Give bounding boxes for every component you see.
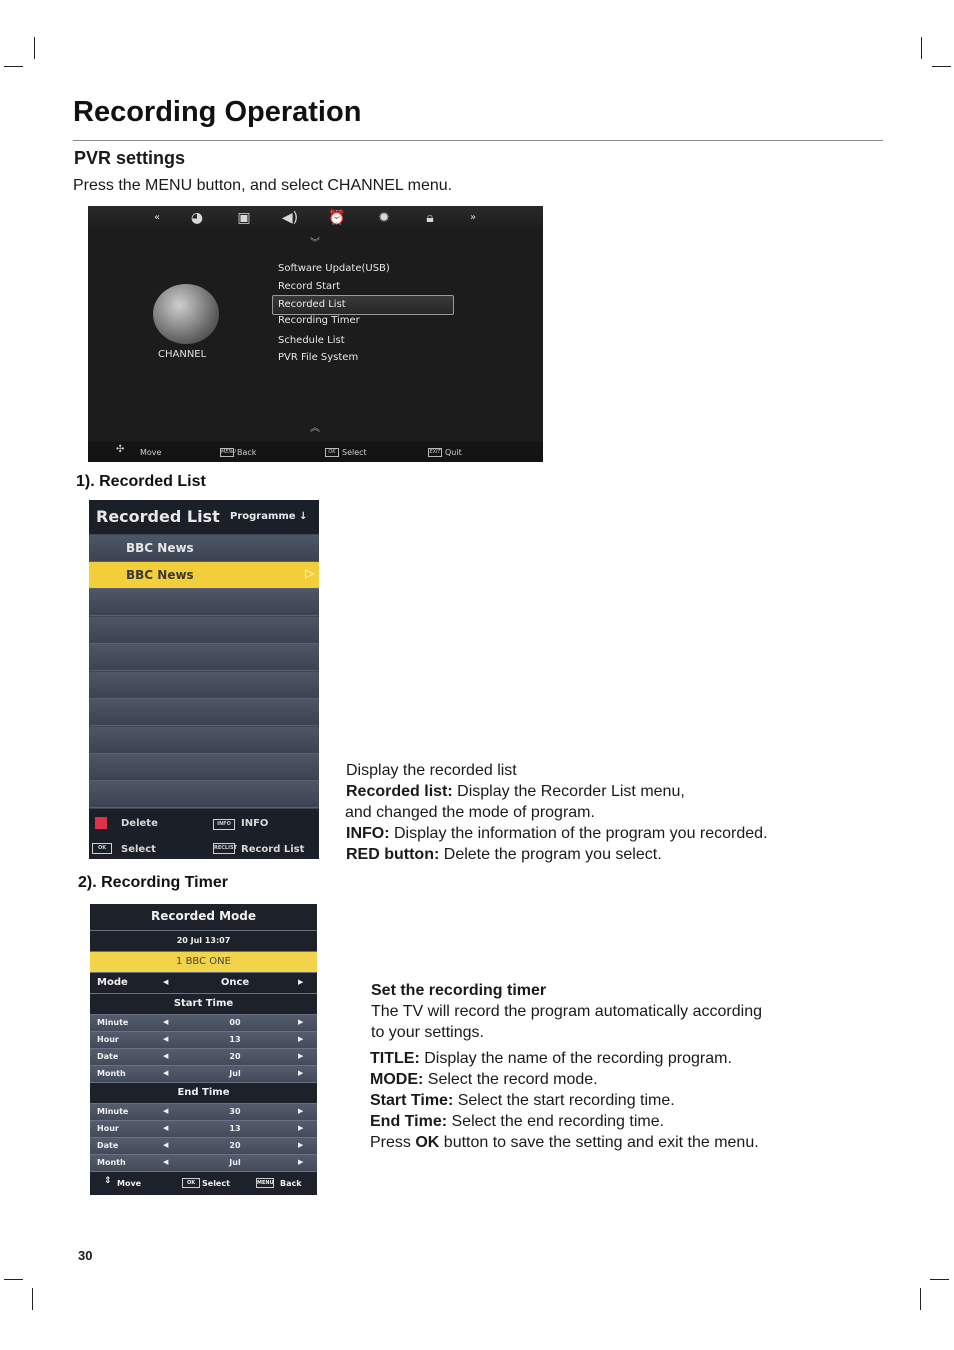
channel-menu-screenshot [88,206,543,462]
end-month-row[interactable]: Month ◀ Jul ▶ [90,1155,317,1172]
crop-mark [34,37,35,59]
recording-timer-heading: 2). Recording Timer [78,874,228,891]
gear-icon: ✹ [378,210,390,226]
footer-delete: Delete [121,818,158,829]
recorded-list-heading: 1). Recorded List [76,473,206,490]
timer-mode-row[interactable] [90,973,317,994]
desc-line: RED button: Delete the program you select. [346,846,662,863]
intro-text: Press the MENU button, and select CHANNEL menu. [73,177,453,194]
title-rule [73,140,883,141]
arrow-left-icon: ◀ [163,978,169,986]
end-date-row[interactable]: Date ◀ 20 ▶ [90,1138,317,1155]
clock-icon: ⏰ [328,210,346,226]
recorded-list-screenshot [89,500,319,859]
menu-item-schedule-list[interactable]: Schedule List [278,335,345,346]
crop-mark [4,66,23,67]
ok-key-icon: OK [325,448,339,457]
recorded-list-footer [89,809,319,859]
page-number: 30 [78,1248,93,1263]
start-time-label: Start Time [173,998,234,1009]
crop-mark [4,1279,23,1280]
footer-move: Move [140,448,162,457]
menu-key-icon: MENU [221,449,236,455]
timer-datetime: 20 Jul 13:07 [176,936,231,945]
footer-record-list: Record List [241,844,305,855]
arrow-right-icon: ▶ [298,1052,304,1060]
record-key-icon: RECLIST [213,843,235,854]
list-item-empty [89,754,319,781]
arrow-left-icon: ◀ [163,1052,169,1060]
channel-label: CHANNEL [158,349,207,360]
exit-key-icon: EXIT [429,449,441,455]
arrow-left-icon: ◀ [163,1141,169,1149]
desc-line: and changed the mode of program. [345,804,595,821]
recording-timer-screenshot [90,904,317,1195]
arrow-left-icon: ◀ [163,1124,169,1132]
sound-icon: ◀) [281,210,299,226]
menu-item-pvr-file-system[interactable]: PVR File System [278,352,359,363]
move-arrows-icon: ✣ [116,444,125,455]
arrow-right-icon: ▶ [298,1018,304,1026]
list-item-empty [89,781,319,808]
recorded-list-title: Recorded List [96,507,220,526]
timer-title: Recorded Mode [150,909,257,923]
arrow-right-icon: ▶ [298,1069,304,1077]
lock-icon: 🔒︎ [426,210,434,226]
section-heading: PVR settings [74,148,186,168]
footer-info: INFO [241,818,269,829]
desc-line: MODE: Select the record mode. [370,1071,598,1088]
page-title: Recording Operation [73,96,362,128]
up-down-arrows-icon: ⇕ [104,1176,112,1186]
timer-datetime-row [90,931,317,952]
crop-mark [920,1288,921,1310]
start-minute-row[interactable]: Minute ◀ 00 ▶ [90,1015,317,1032]
chevron-right-icon: ▷ [305,566,315,580]
arrow-left-icon: ◀ [163,1069,169,1077]
timer-footer [90,1172,317,1195]
recorded-list-description [346,760,768,865]
desc-line: INFO: Display the information of the program you recorded. [346,825,768,842]
crop-mark [932,66,951,67]
start-date-row[interactable]: Date ◀ 20 ▶ [90,1049,317,1066]
mode-label: Mode [97,977,128,988]
picture-icon: ◕ [190,210,204,226]
chevron-down-icon: ︾ [310,238,320,249]
start-month-row[interactable]: Month ◀ Jul ▶ [90,1066,317,1083]
list-item-selected[interactable]: BBC News ▷ [89,562,319,589]
footer-select: Select [202,1179,230,1188]
right-arrows-icon: » [469,212,477,223]
desc-line: The TV will record the program automatically according [371,1003,762,1020]
footer-select: OK Select [325,448,367,457]
desc-line: Press OK button to save the setting and exit the menu. [370,1134,759,1151]
mode-value: Once [220,977,250,988]
list-item-empty [89,727,319,754]
arrow-right-icon: ▶ [298,1107,304,1115]
arrow-right-icon: ▶ [298,1141,304,1149]
arrow-left-icon: ◀ [163,1018,169,1026]
menu-key-icon: MENU [257,1180,274,1186]
timer-channel-row[interactable] [90,952,317,973]
crop-mark [930,1279,949,1280]
footer-select: Select [121,844,156,855]
timer-channel: 1 BBC ONE [176,956,231,967]
desc-line: Display the recorded list [346,762,517,779]
desc-line: TITLE: Display the name of the recording program. [370,1050,732,1067]
footer-quit: EXIT Quit [429,448,462,457]
menu-item-recorded-list[interactable]: Recorded List [278,299,346,310]
desc-line: Start Time: Select the start recording time. [370,1092,675,1109]
crop-mark [32,1288,33,1310]
crop-mark [921,37,922,59]
list-item-empty [89,617,319,644]
desc-line: Recorded list: Display the Recorder List menu, [346,783,685,800]
list-item-empty [89,699,319,726]
start-hour-row[interactable]: Hour ◀ 13 ▶ [90,1032,317,1049]
start-time-header [90,994,317,1015]
ok-key-icon: OK [182,1178,200,1188]
list-item-empty [89,644,319,671]
footer-move: Move [117,1179,142,1188]
chevron-up-icon: ︽ [310,423,320,434]
menu-footer [88,442,543,462]
desc-line: End Time: Select the end recording time. [370,1113,665,1130]
menu-icon-bar [88,206,543,230]
list-item[interactable]: BBC News [89,535,319,562]
satellite-dish-icon [153,284,219,344]
desc-line: to your settings. [371,1024,484,1041]
menu-item-recording-timer[interactable]: Recording Timer [278,315,360,326]
sort-label[interactable]: Programme ↓ [230,511,308,522]
list-item-empty [89,589,319,616]
menu-item-record-start[interactable]: Record Start [278,281,341,292]
left-arrows-icon: « [153,212,161,223]
timer-header [90,904,317,931]
end-hour-row[interactable]: Hour ◀ 13 ▶ [90,1121,317,1138]
info-key-icon: INFO [213,819,235,830]
list-item-empty [89,672,319,699]
end-time-header [90,1083,317,1104]
menu-item-software-update[interactable]: Software Update(USB) [278,263,390,274]
arrow-right-icon: ▶ [298,1124,304,1132]
screen-icon: ▣ [237,210,251,226]
arrow-right-icon: ▶ [298,1035,304,1043]
end-minute-row[interactable]: Minute ◀ 30 ▶ [90,1104,317,1121]
footer-back: Back [280,1179,302,1188]
ok-key-icon: OK [92,843,112,854]
arrow-right-icon: ▶ [298,1158,304,1166]
end-time-label: End Time [177,1087,230,1098]
recorded-list-header [89,500,319,534]
arrow-left-icon: ◀ [163,1158,169,1166]
desc-heading: Set the recording timer [371,982,547,999]
arrow-left-icon: ◀ [163,1035,169,1043]
red-button-icon [95,817,107,829]
arrow-left-icon: ◀ [163,1107,169,1115]
arrow-right-icon: ▶ [298,978,304,986]
footer-back: MENUBack [221,448,257,457]
recording-timer-description [371,980,762,1153]
